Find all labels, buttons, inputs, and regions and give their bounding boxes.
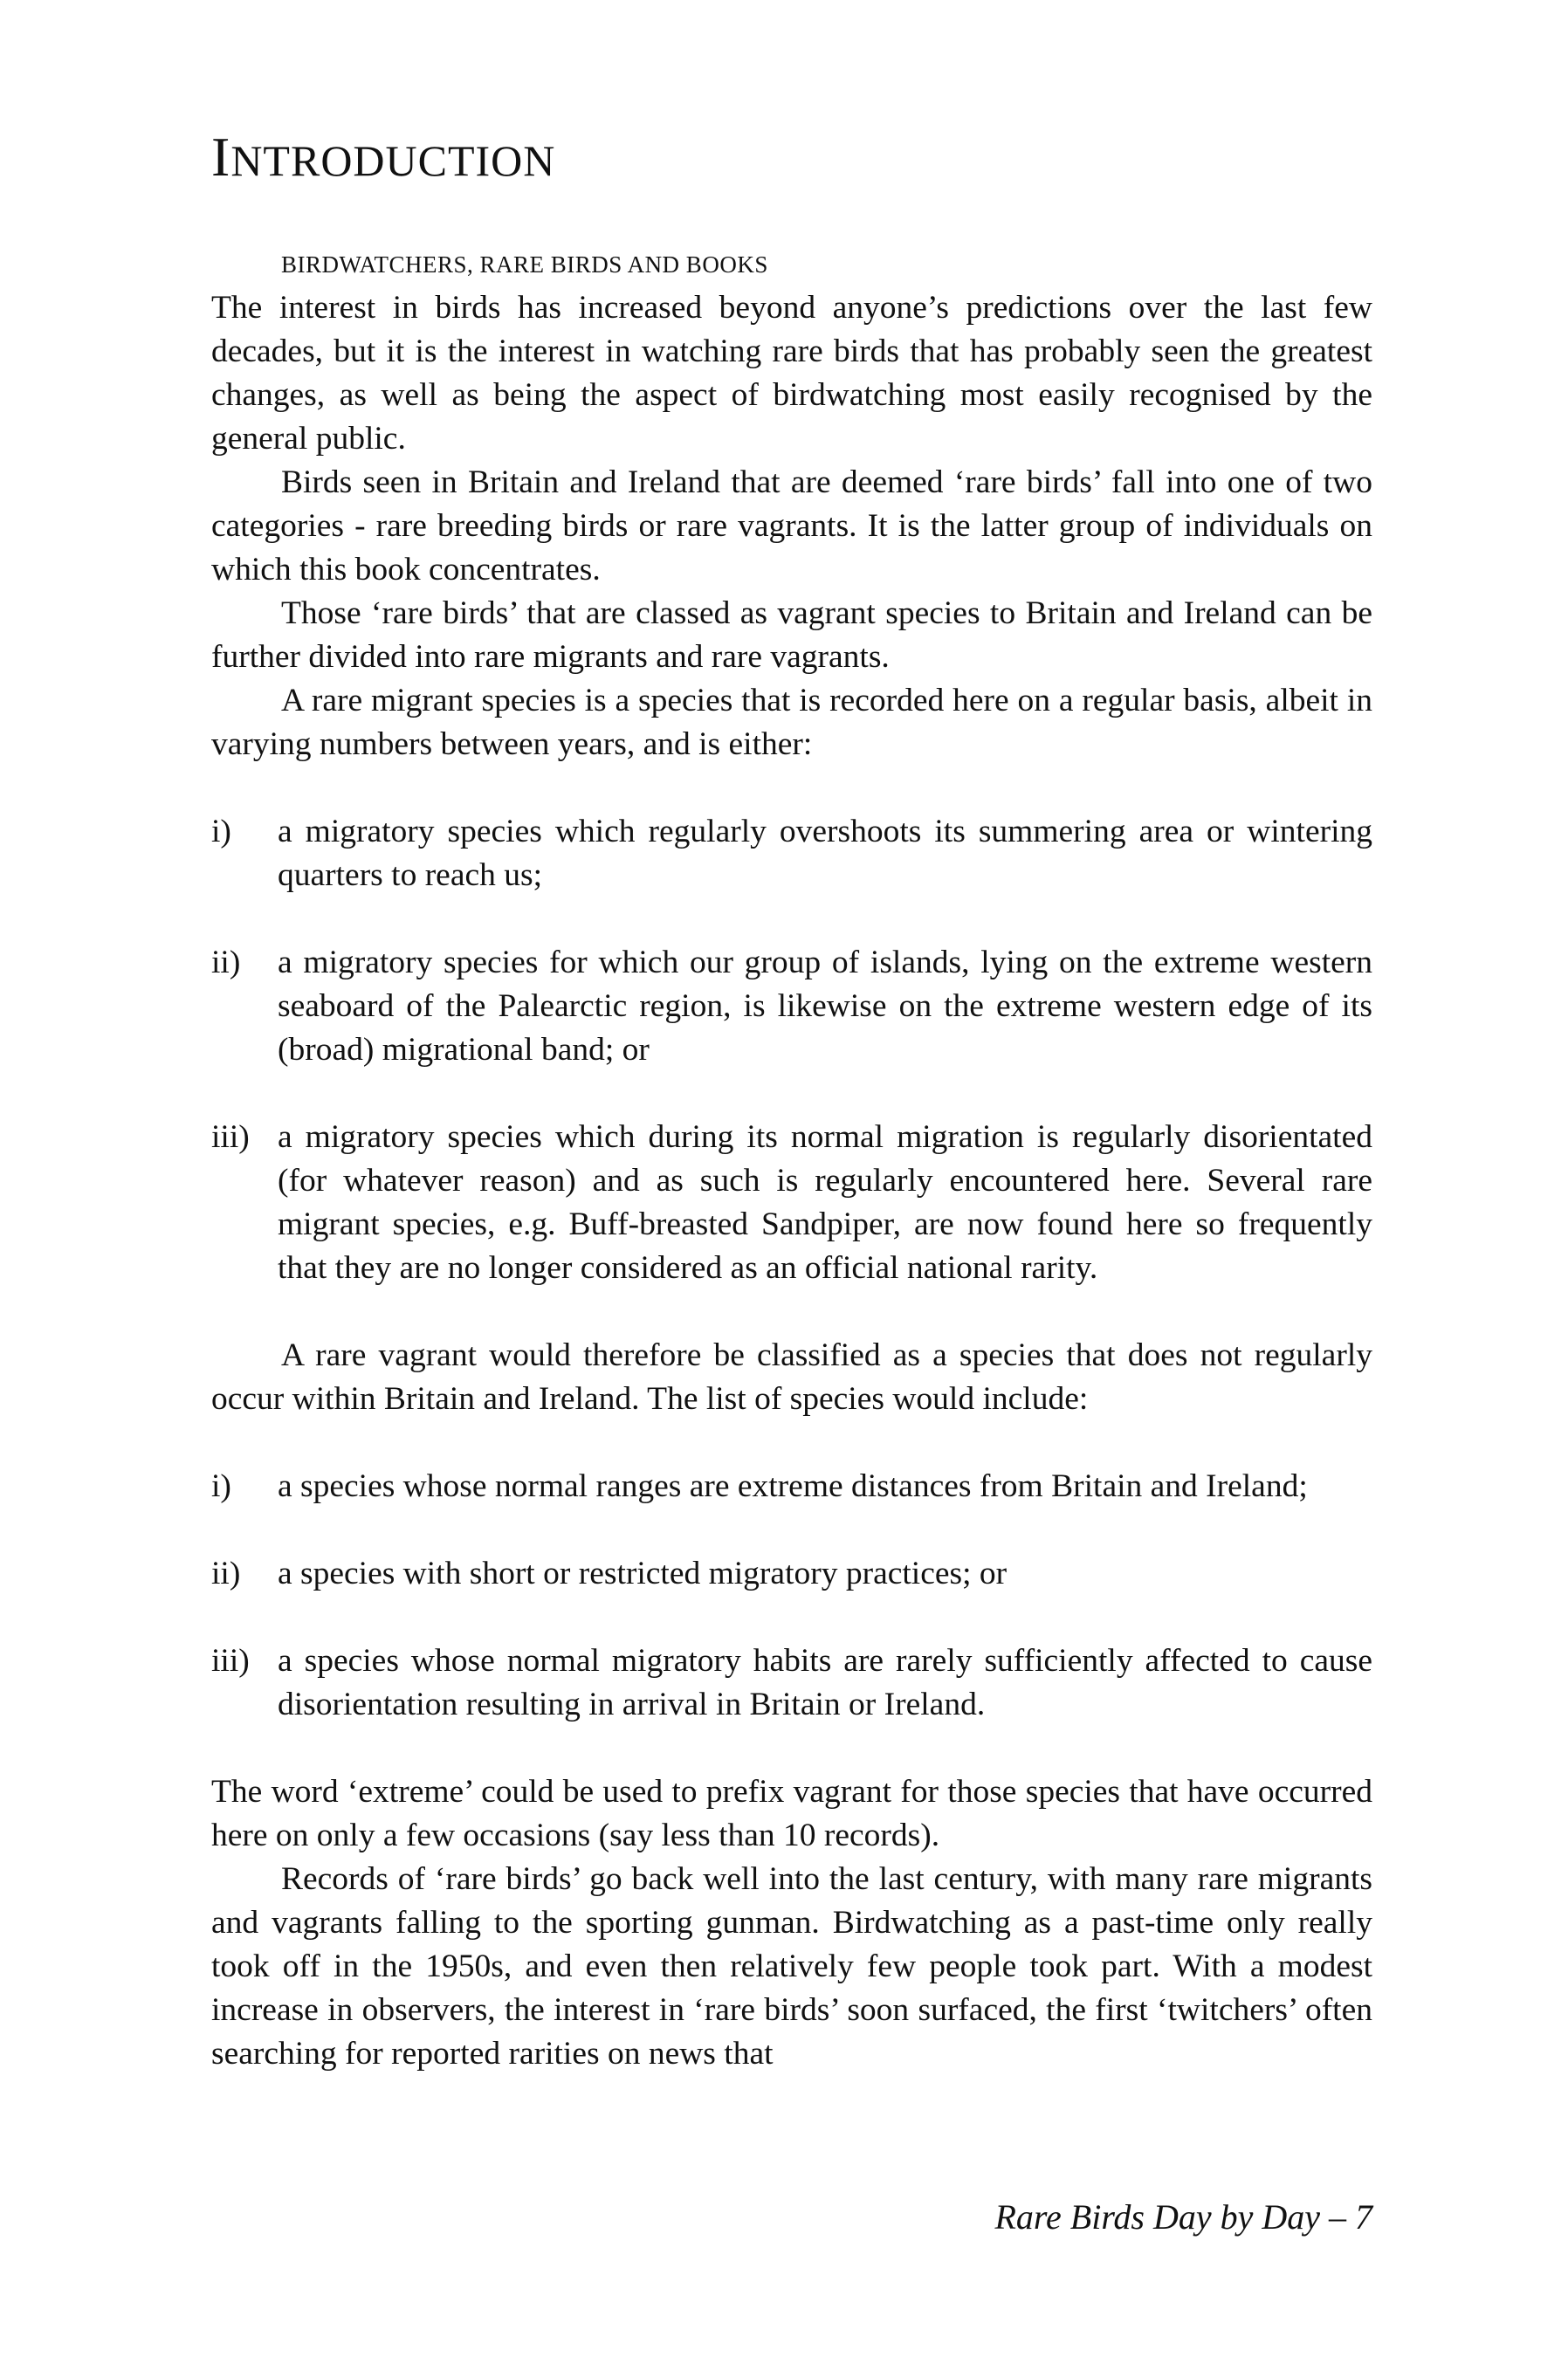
list-item <box>211 810 1372 897</box>
list-item <box>211 1552 1372 1596</box>
list-item-text: a species whose normal migratory habits are rarely sufficiently affected to cause disorientation resulting in arrival in Britain or Ireland. <box>278 1643 1372 1722</box>
paragraph-records: Records of ‘rare birds’ go back well into the last century, with many rare migrants and vagrants falling to the sporting gunman. Birdwatching as a past-time only really took off in the 1950s, and even then relatively few people took part. With a modest increase in observers, the interest in ‘rare birds’ soon surfaced, the first ‘twitchers’ often searching for reported rarities on news that <box>211 1861 1372 2072</box>
list-item <box>211 1116 1372 1290</box>
list-item-text: a migratory species for which our group of islands, lying on the extreme western seaboard of the Palearctic region, is likewise on the extreme western edge of its (broad) migrational band; or <box>278 945 1372 1068</box>
paragraph-interest: The interest in birds has increased beyond anyone’s predictions over the last few decades, but it is the interest in watching rare birds that has probably seen the greatest changes, as well as being the aspect of birdwatching most easily recognised by the general public. <box>211 290 1372 457</box>
body-text <box>211 243 1372 2076</box>
list-item <box>211 1465 1372 1509</box>
list-marker: iii) <box>211 1119 250 1155</box>
migrant-list <box>211 810 1372 1290</box>
list-marker: ii) <box>211 1556 241 1591</box>
list-item <box>211 941 1372 1072</box>
section-heading: BIRDWATCHERS, RARE BIRDS AND BOOKS <box>281 251 768 278</box>
list-item-text: a migratory species which regularly overshoots its summering area or wintering quarters to reach us; <box>278 814 1372 893</box>
chapter-title <box>211 126 556 188</box>
paragraph-vagrant-species: Those ‘rare birds’ that are classed as vagrant species to Britain and Ireland can be further divided into rare migrants and rare vagrants. <box>211 595 1372 675</box>
list-item-text: a species with short or restricted migratory practices; or <box>278 1556 1008 1591</box>
running-footer: Rare Birds Day by Day – 7 <box>994 2197 1372 2237</box>
paragraph-extreme: The word ‘extreme’ could be used to prefix vagrant for those species that have occurred here on only a few occasions (say less than 10 records). <box>211 1774 1372 1853</box>
list-marker: iii) <box>211 1643 250 1679</box>
list-item-text: a species whose normal ranges are extreme distances from Britain and Ireland; <box>278 1468 1308 1504</box>
vagrant-list <box>211 1465 1372 1727</box>
list-item-text: a migratory species which during its normal migration is regularly disorientated (for whatever reason) and as such is regularly encountered here. Several rare migrant species, e.g. Buff-breasted Sandpiper, are now found here so frequently that they are no longer considered as an official national rarity. <box>278 1119 1372 1286</box>
chapter-title-rest: NTRODUCTION <box>230 136 556 185</box>
list-marker: i) <box>211 814 231 849</box>
list-item <box>211 1639 1372 1727</box>
chapter-title-initial: I <box>211 126 231 188</box>
paragraph-rare-migrant: A rare migrant species is a species that is recorded here on a regular basis, albeit in varying numbers between years, and is either: <box>211 683 1372 762</box>
list-marker: i) <box>211 1468 231 1504</box>
paragraph-rare-vagrant: A rare vagrant would therefore be classified as a species that does not regularly occur within Britain and Ireland. The list of species would include: <box>211 1337 1372 1417</box>
paragraph-categories: Birds seen in Britain and Ireland that are deemed ‘rare birds’ fall into one of two categories - rare breeding birds or rare vagrants. It is the latter group of individuals on which this book concentrates. <box>211 464 1372 588</box>
list-marker: ii) <box>211 945 241 980</box>
